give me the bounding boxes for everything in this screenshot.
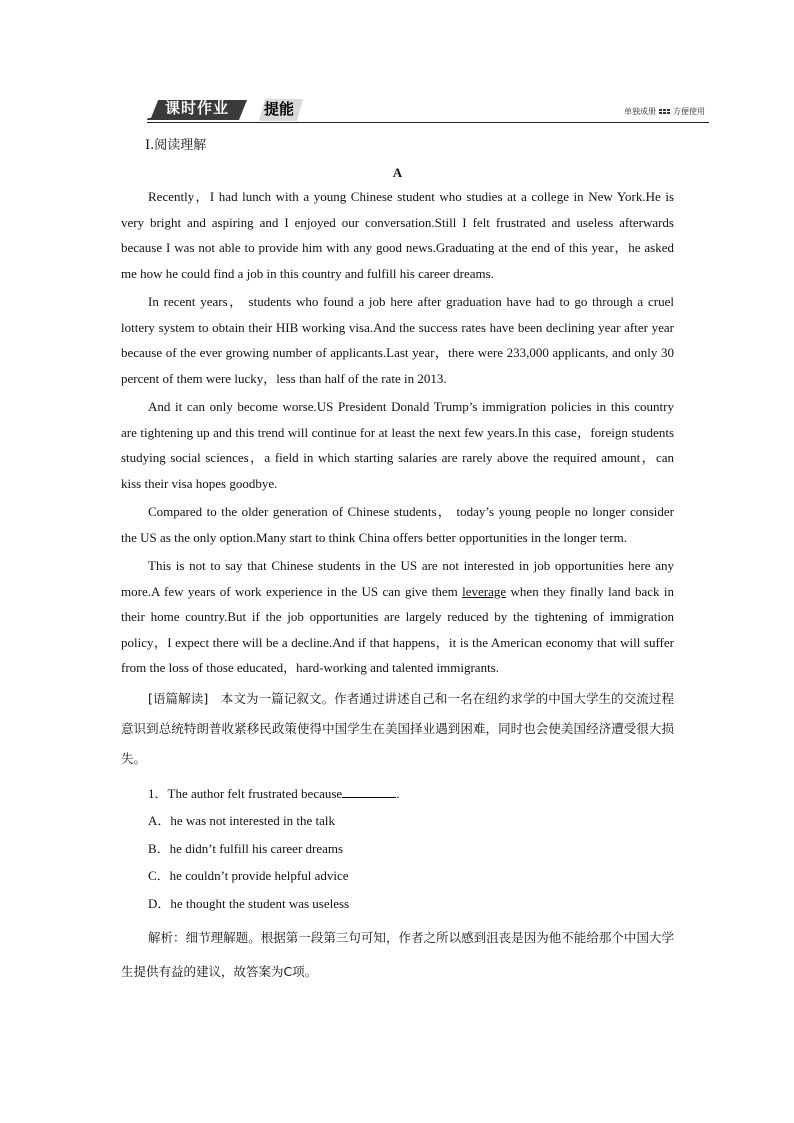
level-tag-label: 提能 — [264, 100, 295, 118]
question-stem-end: . — [396, 785, 400, 801]
page-header — [147, 98, 709, 124]
header-right-text-1: 单独成册 — [624, 107, 656, 116]
paragraph-4: Compared to the older generation of Chinese students， today’s young people no longer consider the US as the only option.Many start to think China offers better opportunities in the longer term. — [121, 504, 674, 545]
paragraph-3: And it can only become worse.US President Donald Trump’s immigration policies in this country are tightening up and this trend will continue for at least the next few years.In this case，foreign students studying social sciences，a field in which starting salaries are rarely above the required amount，can kiss their visa hopes goodbye. — [121, 399, 674, 491]
option-c: C．he couldn’t provide helpful advice — [148, 868, 349, 883]
paragraph-1: Recently，I had lunch with a young Chinese student who studies at a college in New York.He is very bright and aspiring and I enjoyed our conversation.Still I felt frustrated and useless afterwards because I was not able to provide him with any good news.Graduating at the end of this year，he asked me how he could find a job in this country and fulfill his career dreams. — [121, 189, 674, 281]
paragraph-5-part-2: when they finally land back in their home country.But if the job opportunities are largely reduced by the tightening of immigration policy，I expect there will be a decline.And if that happens，it is the American economy that will suffer from the loss of those educated，hard-working and talented immigrants. — [121, 583, 674, 675]
option-b: B．he didn’t fulfill his career dreams — [148, 840, 344, 856]
passage-interpretation: [语篇解读] 本文为一篇记叙文。作者通过讲述自己和一名在纽约求学的中国大学生的交流过程意识到总统特朗普收紧移民政策使得中国学生在美国择业遇到困难，同时也会使美国经济遭受很大损失。 — [121, 690, 674, 766]
option-a: A．he was not interested in the talk — [148, 813, 336, 828]
paragraph-2: In recent years， students who found a job here after graduation have had to go through a cruel lottery system to obtain their HIB working visa.And the success rates have been declining year after year because of the ever growing number of applicants.Last year，there were 233,000 applicants, and only 30 percent of them were lucky，less than half of the rate in 2013. — [121, 294, 674, 386]
answer-analysis: 解析：细节理解题。根据第一段第三句可知，作者之所以感到沮丧是因为他不能给那个中国大学生提供有益的建议，故答案为C项。 — [121, 930, 674, 979]
dots-icon — [659, 109, 670, 114]
header-right-note — [624, 106, 705, 117]
underlined-word: leverage — [462, 583, 507, 599]
option-d: D．he thought the student was useless — [148, 895, 350, 911]
header-rule — [147, 122, 709, 123]
homework-banner-label: 课时作业 — [165, 99, 230, 117]
section-title: Ⅰ.阅读理解 — [145, 138, 207, 153]
passage-letter: A — [392, 165, 403, 180]
document-body — [121, 136, 674, 989]
paragraph-5-part-1: This is not to say that Chinese students in the US are not interested in job opportunities here any more.A few years of work experience in the US can give them — [121, 558, 674, 599]
question-stem-text: 1．The author felt frustrated because — [148, 785, 343, 801]
paragraph-5 — [121, 553, 674, 681]
question-1 — [121, 780, 674, 918]
answer-blank — [342, 786, 396, 798]
header-right-text-2: 方便使用 — [673, 107, 705, 116]
question-stem — [121, 780, 674, 808]
